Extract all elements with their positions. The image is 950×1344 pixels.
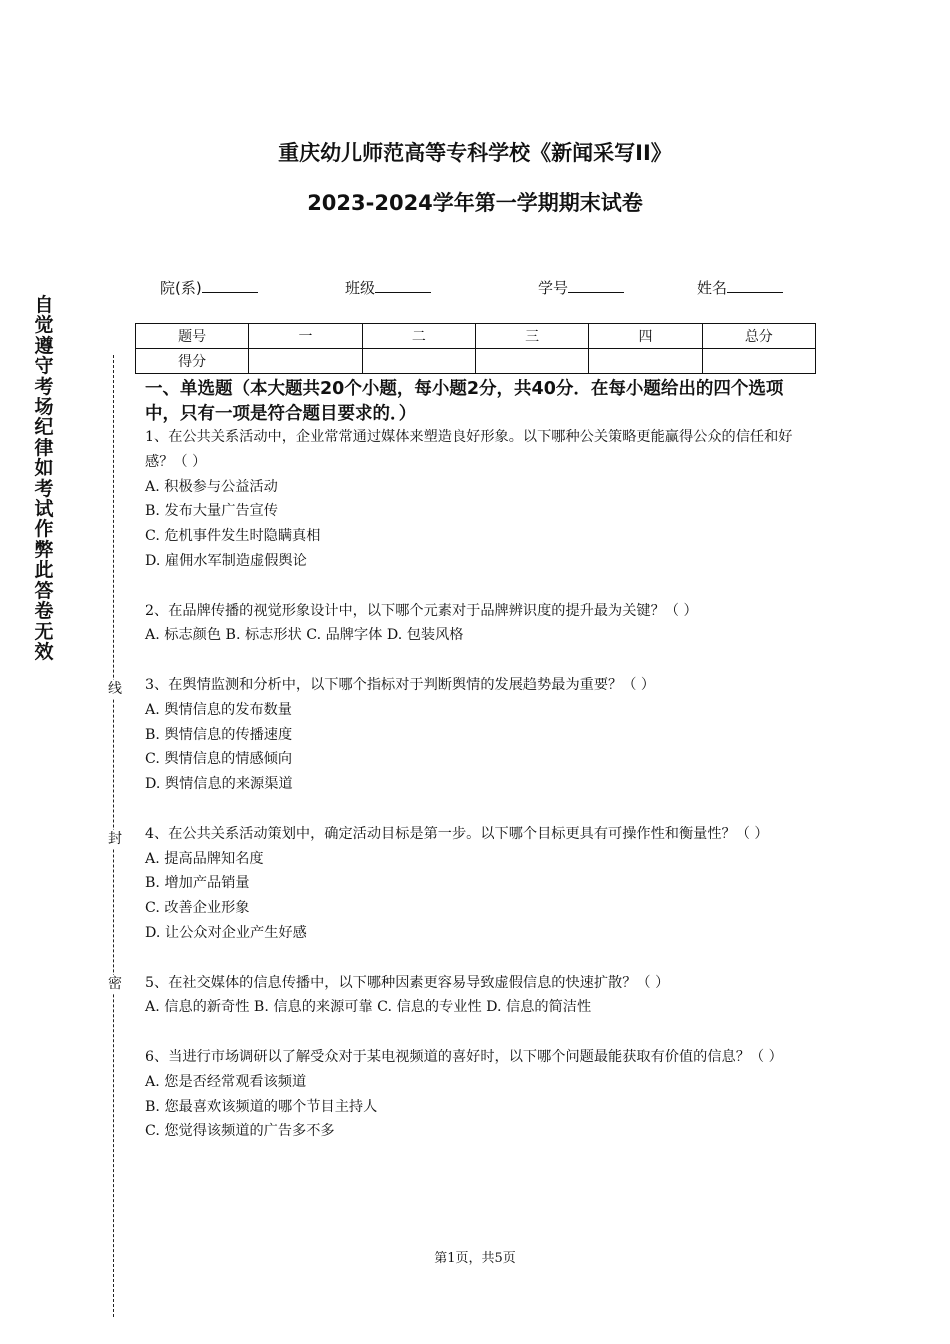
info-label: 姓名 [697, 279, 728, 297]
info-field-name [697, 276, 783, 298]
score-cell[interactable] [362, 349, 475, 374]
question-list [145, 425, 815, 1169]
table-cell: 四 [589, 324, 702, 349]
info-label: 学号 [538, 279, 569, 297]
answer-option[interactable]: A. 舆情信息的发布数量 [145, 701, 292, 718]
question-stem: 4、在公共关系活动策划中，确定活动目标是第一步。以下哪个目标更具有可操作性和衡量性？（ ） [145, 825, 769, 842]
question-stem: 2、在品牌传播的视觉形象设计中，以下哪个元素对于品牌辨识度的提升最为关键？（ ） [145, 602, 698, 619]
score-table-score-row [136, 349, 816, 374]
score-cell[interactable] [702, 349, 815, 374]
table-cell: 题号 [136, 324, 249, 349]
score-table [135, 323, 816, 374]
question-2 [145, 599, 815, 649]
exam-title-line2: 2023-2024学年第一学期期末试卷 [307, 191, 643, 215]
section-heading: 一、单选题（本大题共20个小题，每小题2分，共40分．在每小题给出的四个选项中，只有一项是符合题目要求的．） [145, 379, 784, 424]
table-cell: 三 [475, 324, 588, 349]
answer-option[interactable]: C. 舆情信息的情感倾向 [145, 751, 293, 768]
table-cell: 总分 [702, 324, 815, 349]
page-number: 第1页，共5页 [434, 1251, 516, 1266]
info-field-department [160, 276, 258, 298]
question-4 [145, 822, 815, 946]
answer-option[interactable]: B. 您最喜欢该频道的哪个节目主持人 [145, 1098, 378, 1115]
answer-options-inline[interactable]: A. 信息的新奇性 B. 信息的来源可靠 C. 信息的专业性 D. 信息的简洁性 [145, 999, 592, 1016]
question-stem: 5、在社交媒体的信息传播中，以下哪种因素更容易导致虚假信息的快速扩散？（ ） [145, 974, 670, 991]
answer-option[interactable]: B. 增加产品销量 [145, 875, 250, 892]
question-stem: 1、在公共关系活动中，企业常常通过媒体来塑造良好形象。以下哪种公关策略更能赢得公众的信任和好感？（ ） [145, 429, 793, 470]
seal-char-xian: 线 [108, 681, 122, 697]
answer-option[interactable]: C. 您觉得该频道的广告多不多 [145, 1123, 335, 1140]
info-blank[interactable] [727, 276, 783, 293]
answer-option[interactable]: A. 积极参与公益活动 [145, 478, 278, 495]
info-label: 院(系) [160, 279, 202, 297]
answer-options-inline[interactable]: A. 标志颜色 B. 标志形状 C. 品牌字体 D. 包装风格 [145, 627, 464, 644]
seal-char-mi: 密 [108, 976, 122, 992]
exam-title-line1: 重庆幼儿师范高等专科学校《新闻采写II》 [278, 141, 672, 165]
question-stem: 6、当进行市场调研以了解受众对于某电视频道的喜好时，以下哪个问题最能获取有价值的信息？（ ） [145, 1048, 783, 1065]
table-cell: 得分 [136, 349, 249, 374]
info-blank[interactable] [375, 276, 431, 293]
info-label: 班级 [345, 279, 376, 297]
answer-option[interactable]: C. 改善企业形象 [145, 900, 250, 917]
table-cell: 一 [249, 324, 362, 349]
info-field-student-id [538, 276, 624, 298]
exam-discipline-warning: 自觉遵守考场纪律如考试作弊此答卷无效 [34, 294, 54, 663]
question-5 [145, 971, 815, 1021]
table-cell: 二 [362, 324, 475, 349]
answer-option[interactable]: D. 雇佣水军制造虚假舆论 [145, 552, 307, 569]
info-field-class [345, 276, 431, 298]
question-6 [145, 1045, 815, 1144]
score-cell[interactable] [475, 349, 588, 374]
question-3 [145, 673, 815, 797]
score-table-header-row [136, 324, 816, 349]
answer-option[interactable]: B. 发布大量广告宣传 [145, 503, 278, 520]
answer-option[interactable]: A. 提高品牌知名度 [145, 850, 264, 867]
seal-char-feng: 封 [108, 831, 122, 847]
info-blank[interactable] [202, 276, 258, 293]
score-cell[interactable] [589, 349, 702, 374]
student-info-row [160, 276, 820, 300]
answer-option[interactable]: A. 您是否经常观看该频道 [145, 1073, 307, 1090]
answer-option[interactable]: D. 让公众对企业产生好感 [145, 924, 307, 941]
question-1 [145, 425, 815, 574]
answer-option[interactable]: B. 舆情信息的传播速度 [145, 726, 293, 743]
score-cell[interactable] [249, 349, 362, 374]
info-blank[interactable] [568, 276, 624, 293]
answer-option[interactable]: D. 舆情信息的来源渠道 [145, 776, 293, 793]
question-stem: 3、在舆情监测和分析中，以下哪个指标对于判断舆情的发展趋势最为重要？（ ） [145, 676, 656, 693]
answer-option[interactable]: C. 危机事件发生时隐瞒真相 [145, 528, 321, 545]
